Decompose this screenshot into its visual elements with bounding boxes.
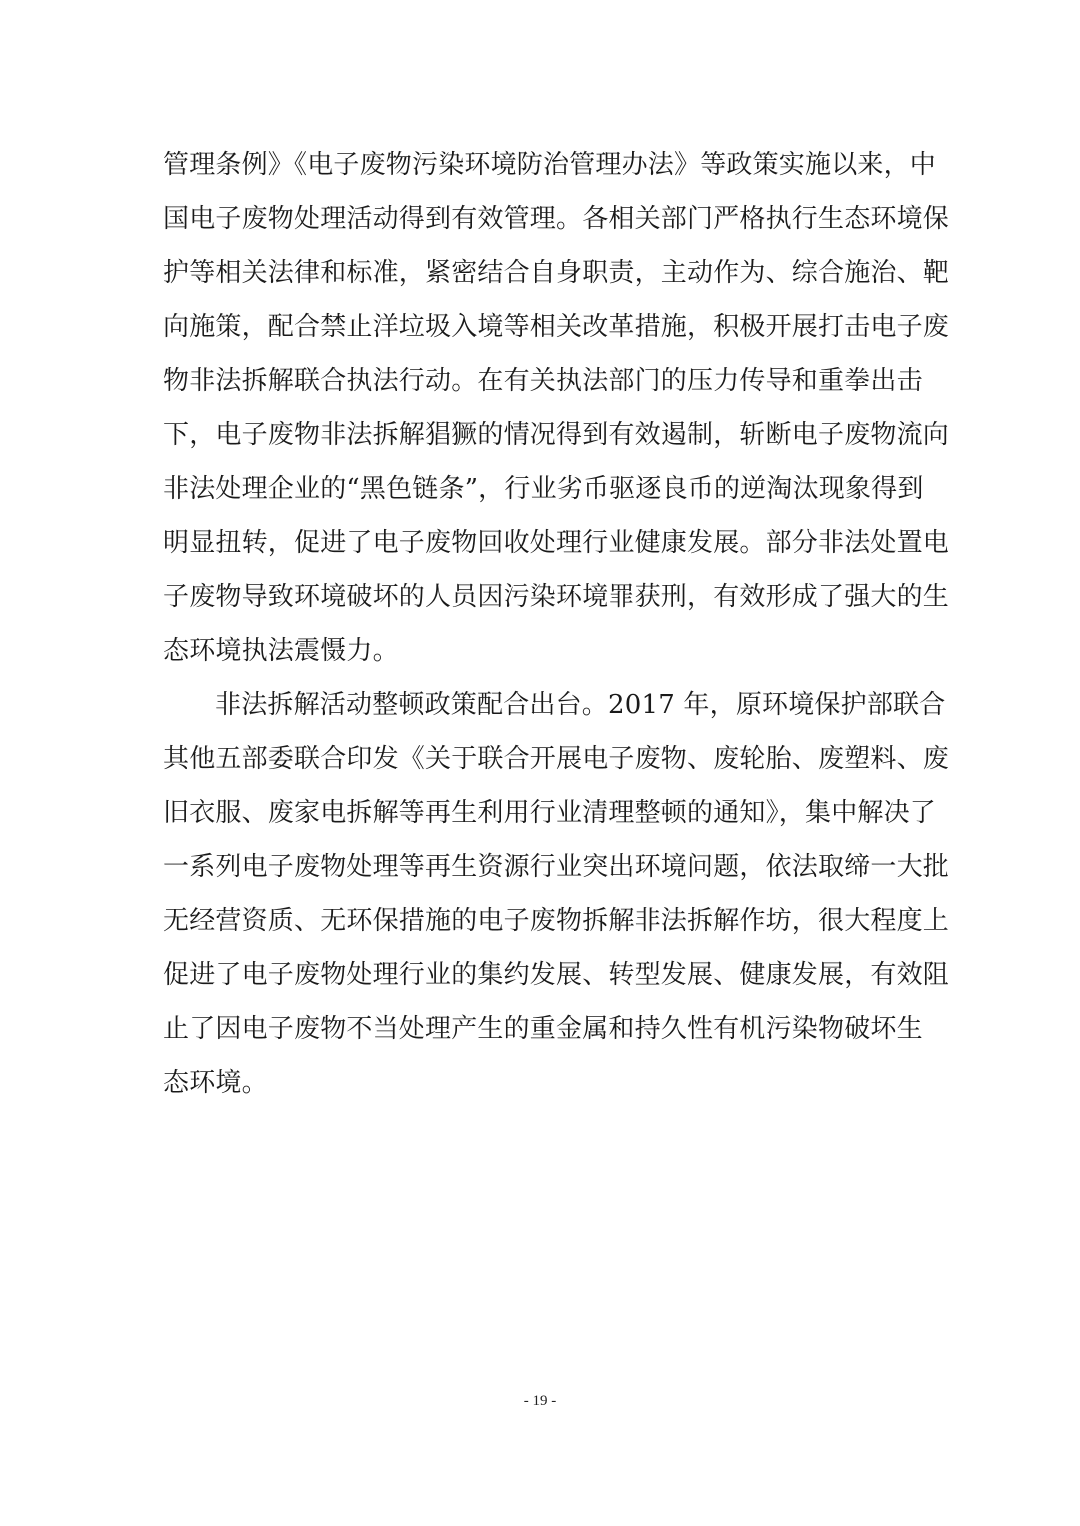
page-number: - 19 - bbox=[523, 1393, 557, 1409]
text-line: 非法拆解活动整顿政策配合出台。2017 年，原环境保护部联合 bbox=[215, 690, 946, 720]
text-line: 非法处理企业的“黑色链条”，行业劣币驱逐良币的逆淘汰现象得到 bbox=[163, 474, 924, 504]
paragraph-1 bbox=[163, 138, 950, 678]
text-line: 子废物导致环境破坏的人员因污染环境罪获刑，有效形成了强大的生 bbox=[163, 582, 950, 612]
body-text bbox=[163, 138, 950, 1110]
text-line: 促进了电子废物处理行业的集约发展、转型发展、健康发展，有效阻 bbox=[163, 960, 950, 990]
text-line: 管理条例》《电子废物污染环境防治管理办法》等政策实施以来，中 bbox=[163, 150, 937, 180]
paragraph-2 bbox=[163, 678, 950, 1110]
text-line: 一系列电子废物处理等再生资源行业突出环境问题，依法取缔一大批 bbox=[163, 852, 950, 882]
text-line: 明显扭转，促进了电子废物回收处理行业健康发展。部分非法处置电 bbox=[163, 528, 950, 558]
text-line: 无经营资质、无环保措施的电子废物拆解非法拆解作坊，很大程度上 bbox=[163, 906, 950, 936]
text-line: 止了因电子废物不当处理产生的重金属和持久性有机污染物破坏生 bbox=[163, 1014, 923, 1044]
text-line: 其他五部委联合印发《关于联合开展电子废物、废轮胎、废塑料、废 bbox=[163, 744, 950, 774]
text-line: 国电子废物处理活动得到有效管理。各相关部门严格执行生态环境保 bbox=[163, 204, 950, 234]
text-line: 态环境。 bbox=[163, 1068, 268, 1098]
text-line: 向施策，配合禁止洋垃圾入境等相关改革措施，积极开展打击电子废 bbox=[163, 312, 950, 342]
text-line: 态环境执法震慑力。 bbox=[163, 636, 399, 666]
text-line: 下，电子废物非法拆解猖獗的情况得到有效遏制，斩断电子废物流向 bbox=[163, 420, 950, 450]
text-line: 物非法拆解联合执法行动。在有关执法部门的压力传导和重拳出击 bbox=[163, 366, 923, 396]
text-line: 旧衣服、废家电拆解等再生利用行业清理整顿的通知》，集中解决了 bbox=[163, 798, 937, 828]
text-line: 护等相关法律和标准，紧密结合自身职责，主动作为、综合施治、靶 bbox=[163, 258, 950, 288]
